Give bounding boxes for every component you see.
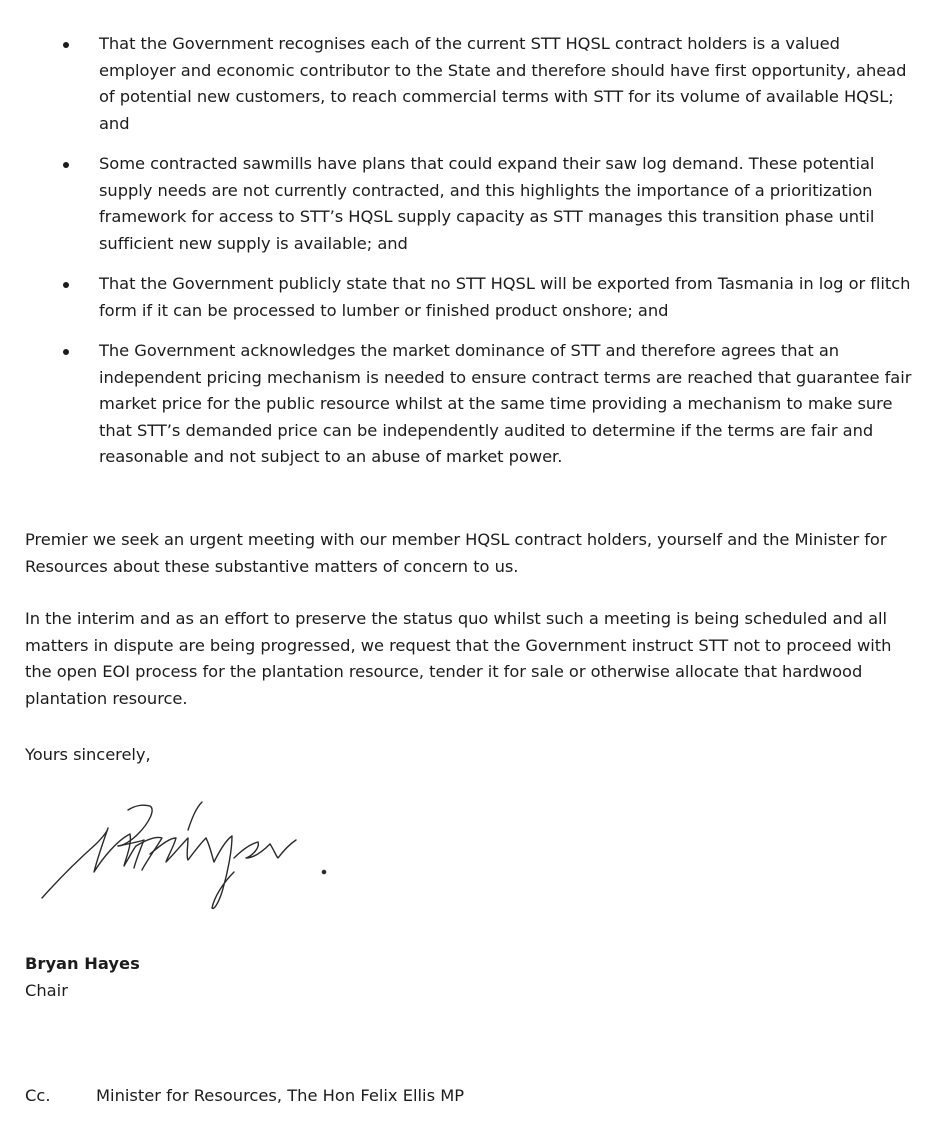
bullet-text: That the Government publicly state that no STT HQSL will be exported from Tasmania in log or flitch form if it can be processed to lumber or finished product onshore; and [99,274,911,320]
closing-salutation: Yours sincerely, [25,745,151,764]
bullet-dot-icon [63,162,69,168]
bullet-item [0,271,915,324]
bullet-dot-icon [63,349,69,355]
bullet-text: Some contracted sawmills have plans that could expand their saw log demand. These potential supply needs are not currently contracted, and this highlights the importance of a prioritization framework for access to STT’s HQSL supply capacity as STT manages this transition phase until sufficient new supply is available; and [99,154,875,253]
handwritten-signature [38,800,338,915]
bullet-item [0,338,915,471]
bullet-item [0,151,915,257]
bullet-text: The Government acknowledges the market dominance of STT and therefore agrees that an independent pricing mechanism is needed to ensure contract terms are reached that guarantee fair market price for the public resource whilst at the same time providing a mechanism to make sure that STT’s demanded price can be independently audited to determine if the terms are fair and reasonable and not subject to an abuse of market power. [99,341,912,466]
signer-name: Bryan Hayes [25,954,140,973]
bullet-dot-icon [63,282,69,288]
signer-title: Chair [25,981,68,1000]
bullet-item [0,31,915,137]
bullet-dot-icon [63,42,69,48]
bullet-list [0,31,937,485]
cc-recipient: Minister for Resources, The Hon Felix Ellis MP [96,1086,465,1105]
cc-label: Cc. [25,1086,51,1105]
bullet-text: That the Government recognises each of the current STT HQSL contract holders is a valued employer and economic contributor to the State and therefore should have first opportunity, ahead of potential new customers, to reach commercial terms with STT for its volume of available HQSL; and [99,34,907,133]
meeting-request-paragraph: Premier we seek an urgent meeting with our member HQSL contract holders, yourself and the Minister for Resources about these substantive matters of concern to us. [25,530,887,576]
interim-request-paragraph: In the interim and as an effort to preserve the status quo whilst such a meeting is being scheduled and all matters in dispute are being progressed, we request that the Government instruct STT not to proceed with the open EOI process for the plantation resource, tender it for sale or otherwise allocate that hardwood plantation resource. [25,609,892,708]
